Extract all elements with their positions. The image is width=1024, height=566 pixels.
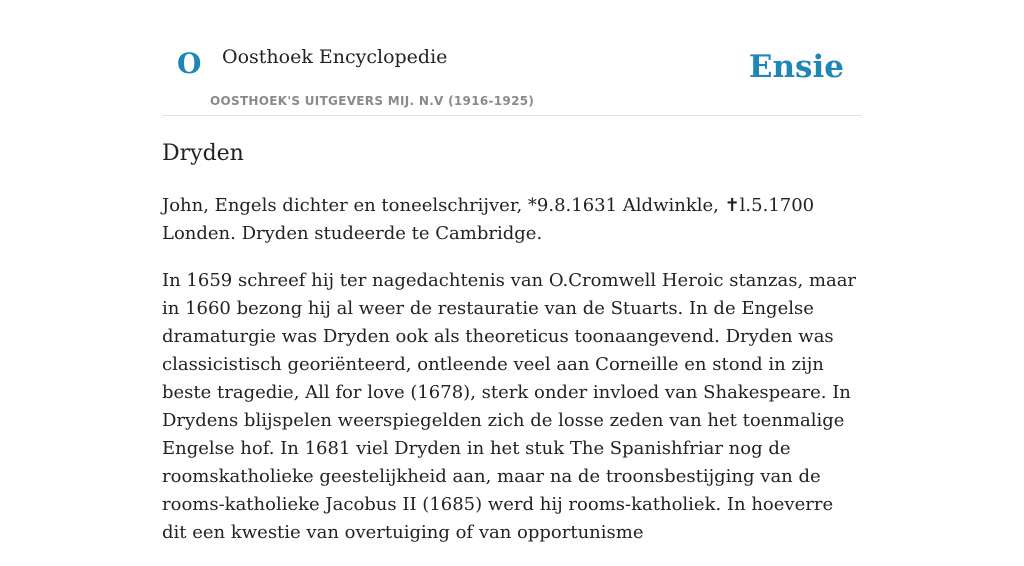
header xyxy=(162,0,862,116)
content-container xyxy=(162,0,862,543)
article-paragraph: John, Engels dichter en toneelschrijver, *9.8.1631 Aldwinkle, ✝l.5.1700 Londen. Dryden studeerde te Cambridge. xyxy=(162,195,815,244)
article-body xyxy=(162,192,862,566)
ensie-logo-link[interactable]: Ensie xyxy=(748,49,844,85)
article-title: Dryden xyxy=(162,141,244,166)
article-paragraph: In 1659 schreef hij ter nagedachtenis van O.Cromwell Heroic stanzas, maar in 1660 bezong hij al weer de restauratie van de Stuarts. In de Engelse dramaturgie was Dryden ook als theoreticus toonaangevend. Dryden was classicistisch georiënteerd, ontleende veel aan Corneille en stond in zijn beste tragedie, All for love (1678), sterk onder invloed van Shakespeare. In Drydens blijspelen weerspiegelden zich de losse zeden van het toenmalige Engelse hof. In 1681 viel Dryden in het stuk The Spanishfriar nog de roomskatholieke geestelijkheid aan, maar na de troonsbestijging van de rooms-katholieke Jacobus II (1685) werd hij rooms-katholiek. In hoeverre dit een kwestie van overtuiging of van opportunisme xyxy=(162,270,857,543)
source-title-link[interactable]: Oosthoek Encyclopedie xyxy=(222,46,448,68)
source-logo[interactable]: O xyxy=(177,47,202,80)
source-subtitle: OOSTHOEK'S UITGEVERS MIJ. N.V (1916-1925) xyxy=(210,94,535,108)
